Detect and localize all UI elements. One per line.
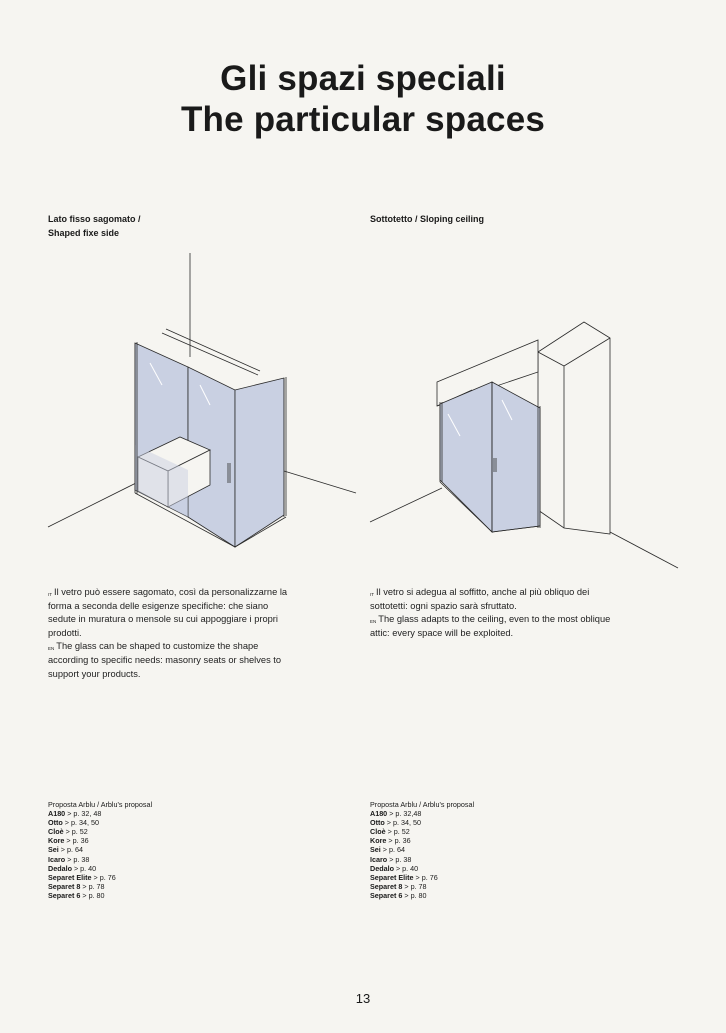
sloping-ceiling-shower-illustration — [362, 310, 682, 580]
proposal-item: Icaro > p. 38 — [370, 854, 412, 864]
proposal-item: Cloè > p. 52 — [48, 827, 88, 837]
right-heading — [370, 212, 484, 226]
proposal-item: Otto > p. 34, 50 — [48, 818, 99, 828]
proposal-item: Sei > p. 64 — [370, 845, 405, 855]
proposal-title: Proposta Arblu / Arblu's proposal — [370, 800, 475, 809]
title-italian: Gli spazi speciali — [220, 59, 506, 98]
proposal-item: Separet 8 > p. 78 — [48, 881, 105, 891]
right-heading-line1: Sottotetto / Sloping ceiling — [370, 214, 484, 224]
proposal-item: Sei > p. 64 — [48, 845, 83, 855]
proposal-item: Separet 6 > p. 80 — [370, 890, 427, 900]
page-title — [0, 58, 726, 140]
proposal-item: Icaro > p. 38 — [48, 854, 90, 864]
title-english: The particular spaces — [180, 100, 546, 139]
en-marker: EN — [48, 646, 55, 652]
left-proposal-list — [48, 800, 152, 900]
right-description — [370, 586, 620, 640]
shaped-side-shower-illustration — [40, 245, 360, 575]
it-marker: IT — [370, 592, 374, 597]
proposal-item: Separet Elite > p. 76 — [48, 872, 116, 882]
proposal-item: A180 > p. 32, 48 — [48, 809, 102, 819]
left-heading-line1: Lato fisso sagomato / — [48, 214, 141, 224]
page-number: 13 — [355, 991, 371, 1006]
proposal-item: Separet Elite > p. 76 — [370, 872, 438, 882]
proposal-item: Separet 8 > p. 78 — [370, 881, 427, 891]
proposal-item: Otto > p. 34, 50 — [370, 818, 421, 828]
proposal-item: Separet 6 > p. 80 — [48, 890, 105, 900]
left-english-text — [48, 640, 298, 681]
proposal-item: A180 > p. 32,48 — [370, 809, 422, 819]
en-marker: EN — [370, 619, 377, 625]
proposal-item: Cloè > p. 52 — [370, 827, 410, 837]
proposal-item: Kore > p. 36 — [48, 836, 89, 846]
left-en-body: The glass can be shaped to customize the shape according to specific needs: masonry seats or shelves to support your products. — [48, 641, 282, 679]
right-proposal-list — [370, 800, 474, 900]
right-it-body: Il vetro si adegua al soffitto, anche al più obliquo dei sottotetti: ogni spazio sarà sfruttato. — [370, 587, 590, 611]
left-heading — [48, 212, 141, 240]
proposal-title: Proposta Arblu / Arblu's proposal — [48, 800, 153, 809]
right-en-body: The glass adapts to the ceiling, even to the most oblique attic: every space will be exploited. — [370, 614, 611, 638]
left-italian-text — [48, 586, 298, 640]
left-description — [48, 586, 298, 681]
proposal-item: Dedalo > p. 40 — [370, 863, 419, 873]
it-marker: IT — [48, 592, 52, 597]
left-it-body: Il vetro può essere sagomato, così da personalizzarne la forma a seconda delle esigenze specifiche: che siano sedute in muratura o mensole su cui appoggiare i propri prodotti. — [48, 587, 288, 638]
left-heading-line2: Shaped fixe side — [48, 228, 120, 238]
right-italian-text — [370, 586, 620, 613]
right-english-text — [370, 613, 620, 640]
proposal-item: Kore > p. 36 — [370, 836, 411, 846]
proposal-item: Dedalo > p. 40 — [48, 863, 97, 873]
